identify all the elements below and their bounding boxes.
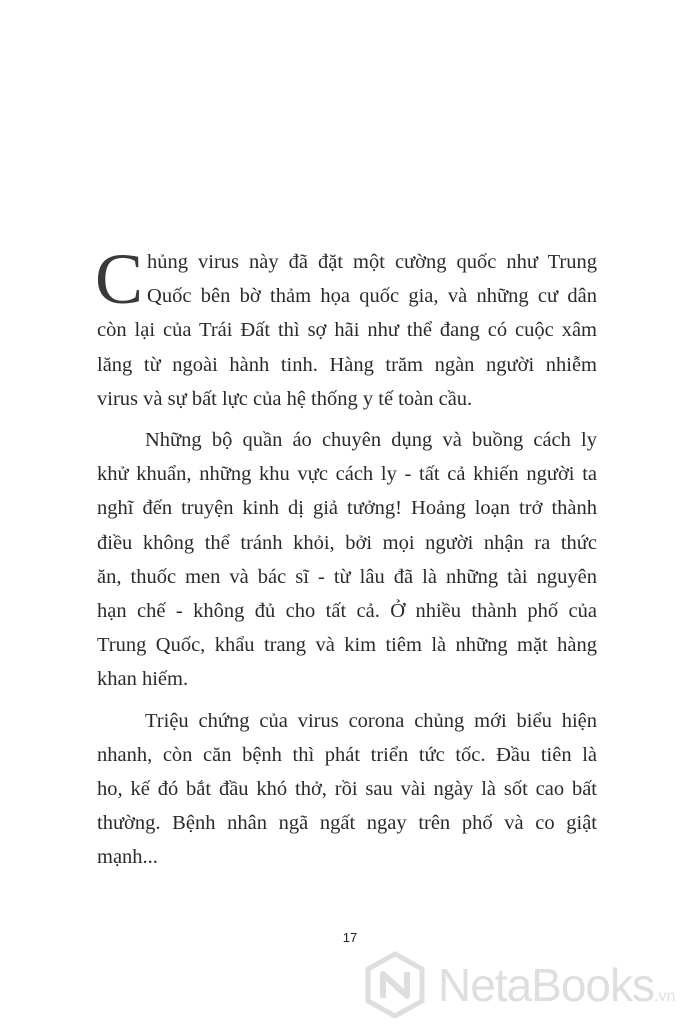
paragraph-line: mạnh... xyxy=(97,846,158,869)
page-body xyxy=(95,239,597,875)
watermark xyxy=(360,950,690,1020)
drop-cap: C xyxy=(95,239,144,319)
paragraph-line: hủng virus này đã đặt một cường quốc như Trung xyxy=(147,251,597,273)
paragraph-line: ho, kế đó bắt đầu khó thở, rồi sau vài ngày là sốt cao bất xyxy=(97,778,597,801)
paragraph-line: ăn, thuốc men và bác sĩ - từ lâu đã là những tài nguyên xyxy=(97,565,597,588)
page-number: 17 xyxy=(342,930,358,945)
paragraph-line: nhanh, còn căn bệnh thì phát triển tức tốc. Đầu tiên là xyxy=(97,743,597,766)
watermark-suffix: .vn xyxy=(654,988,676,1005)
watermark-text xyxy=(438,958,675,1012)
watermark-brand: NetaBooks xyxy=(438,959,655,1011)
paragraph-line: Triệu chứng của virus corona chủng mới biểu hiện xyxy=(145,709,597,732)
paragraph-line: còn lại của Trái Đất thì sợ hãi như thể đang có cuộc xâm xyxy=(97,319,597,342)
netabooks-logo-icon xyxy=(360,950,430,1020)
paragraph-line: hạn chế - không đủ cho tất cả. Ở nhiều thành phố của xyxy=(97,600,597,623)
paragraph-line: Những bộ quần áo chuyên dụng và buồng cách ly xyxy=(145,429,597,452)
paragraph-line: Quốc bên bờ thảm họa quốc gia, và những cư dân xyxy=(147,285,597,308)
paragraph-line: khan hiếm. xyxy=(97,668,189,691)
paragraph-1 xyxy=(95,239,597,416)
paragraph-3 xyxy=(97,704,597,875)
paragraph-line: virus và sự bất lực của hệ thống y tế toàn cầu. xyxy=(97,387,473,410)
paragraph-line: nghĩ đến truyện kinh dị giả tưởng! Hoảng loạn trở thành xyxy=(97,497,597,520)
paragraph-line: lăng từ ngoài hành tinh. Hàng trăm ngàn người nhiễm xyxy=(97,353,597,376)
paragraph-line: khử khuẩn, những khu vực cách ly - tất cả khiến người ta xyxy=(97,463,597,486)
paragraph-line: Trung Quốc, khẩu trang và kim tiêm là những mặt hàng xyxy=(97,634,597,657)
paragraph-2 xyxy=(97,423,597,697)
paragraph-line: điều không thể tránh khỏi, bởi mọi người nhận ra thức xyxy=(97,531,597,554)
paragraph-line: thường. Bệnh nhân ngã ngất ngay trên phố và co giật xyxy=(97,812,597,835)
